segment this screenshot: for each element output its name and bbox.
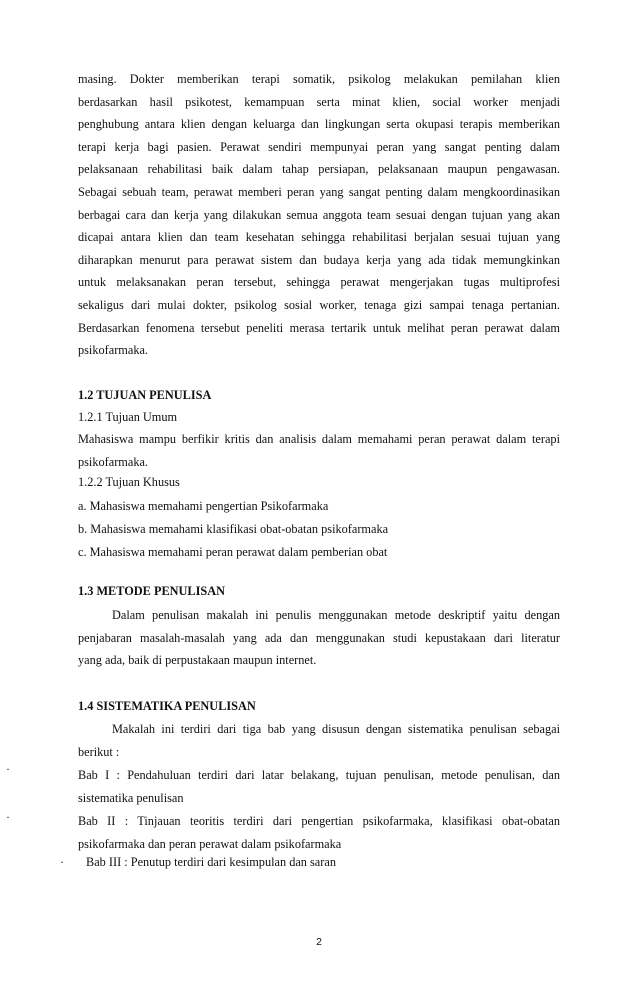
intro-paragraph	[78, 68, 560, 362]
text-line: Bab II : Tinjauan teoritis terdiri dari pengertian psikofarmaka, klasifikasi obat-obatan	[78, 814, 560, 828]
section-heading-tujuan: 1.2 TUJUAN PENULISA	[78, 388, 212, 402]
text-line: Mahasiswa mampu berfikir kritis dan analisis dalam memahami peran perawat dalam terapi	[78, 432, 560, 446]
bab3-item: Bab III : Penutup terdiri dari kesimpulan dan saran	[86, 855, 336, 869]
text-line: dicapai antara klien dan team kesehatan sehingga rehabilitasi berjalan sesuai tujuan yang	[78, 230, 560, 245]
text-line: Sebagai sebuah team, perawat memberi peran yang sangat penting dalam mengkoordinasikan	[78, 184, 560, 199]
bab1-item	[78, 764, 560, 809]
text-line: Berdasarkan fenomena tersebut peneliti merasa tertarik untuk melihat peran perawat dalam	[78, 320, 560, 335]
text-line: berdasarkan hasil psikotest, kemampuan serta minat klien, social worker menjadi	[78, 94, 560, 109]
sistematika-intro	[78, 718, 560, 763]
text-line: masing. Dokter memberikan terapi somatik, psikolog melakukan pemilahan klien	[78, 72, 560, 86]
bullet-icon: ·	[6, 810, 10, 824]
text-line: psikofarmaka.	[78, 343, 148, 358]
section-heading-sistematika: 1.4 SISTEMATIKA PENULISAN	[78, 699, 256, 713]
bullet-icon: ·	[6, 762, 10, 776]
text-line: Dalam penulisan makalah ini penulis menggunakan metode deskriptif yaitu dengan	[112, 608, 560, 622]
text-line: untuk melaksanakan peran tersebut, sehingga perawat mengerjakan tugas multiprofesi	[78, 275, 560, 290]
list-item: b. Mahasiswa memahami klasifikasi obat-obatan psikofarmaka	[78, 522, 389, 536]
metode-paragraph	[78, 604, 560, 672]
page-number: 2	[316, 936, 322, 948]
text-line: yang ada, baik di perpustakaan maupun internet.	[78, 653, 317, 668]
subheading-tujuan-khusus: 1.2.2 Tujuan Khusus	[78, 475, 180, 489]
subheading-tujuan-umum: 1.2.1 Tujuan Umum	[78, 410, 178, 424]
list-item: c. Mahasiswa memahami peran perawat dalam pemberian obat	[78, 545, 388, 559]
text-line: psikofarmaka.	[78, 454, 148, 469]
tujuan-umum-paragraph	[78, 428, 560, 473]
text-line: penjabaran masalah-masalah yang ada dan menggunakan studi kepustakaan dari literatur	[78, 630, 560, 645]
text-line: sekaligus dari mulai dokter, psikolog sosial worker, tenaga gizi sampai tenaga pertanian.	[78, 297, 560, 312]
text-line: Bab I : Pendahuluan terdiri dari latar belakang, tujuan penulisan, metode penulisan, dan	[78, 768, 560, 782]
section-heading-metode: 1.3 METODE PENULISAN	[78, 584, 226, 598]
text-line: pelaksanaan rehabilitasi baik dalam tahap persiapan, pelaksanaan maupun pengawasan.	[78, 162, 560, 177]
text-line: diharapkan menurut para perawat sistem dan budaya kerja yang ada tidak memungkinkan	[78, 252, 560, 267]
text-line: penghubung antara klien dengan keluarga dan lingkungan serta okupasi terapis memberikan	[78, 117, 560, 132]
bab2-item	[78, 810, 560, 855]
text-line: berbagai cara dan kerja yang dilakukan semua anggota team sesuai dengan tujuan yang akan	[78, 207, 560, 222]
text-line: psikofarmaka dan peran perawat dalam psikofarmaka	[78, 836, 342, 851]
list-item: a. Mahasiswa memahami pengertian Psikofarmaka	[78, 499, 329, 513]
text-line: terapi kerja bagi pasien. Perawat sendiri mempunyai peran yang sangat penting dalam	[78, 139, 560, 154]
text-line: berikut :	[78, 744, 120, 759]
text-line: Makalah ini terdiri dari tiga bab yang disusun dengan sistematika penulisan sebagai	[112, 722, 560, 736]
text-line: sistematika penulisan	[78, 790, 184, 805]
bullet-icon: ·	[60, 855, 64, 869]
